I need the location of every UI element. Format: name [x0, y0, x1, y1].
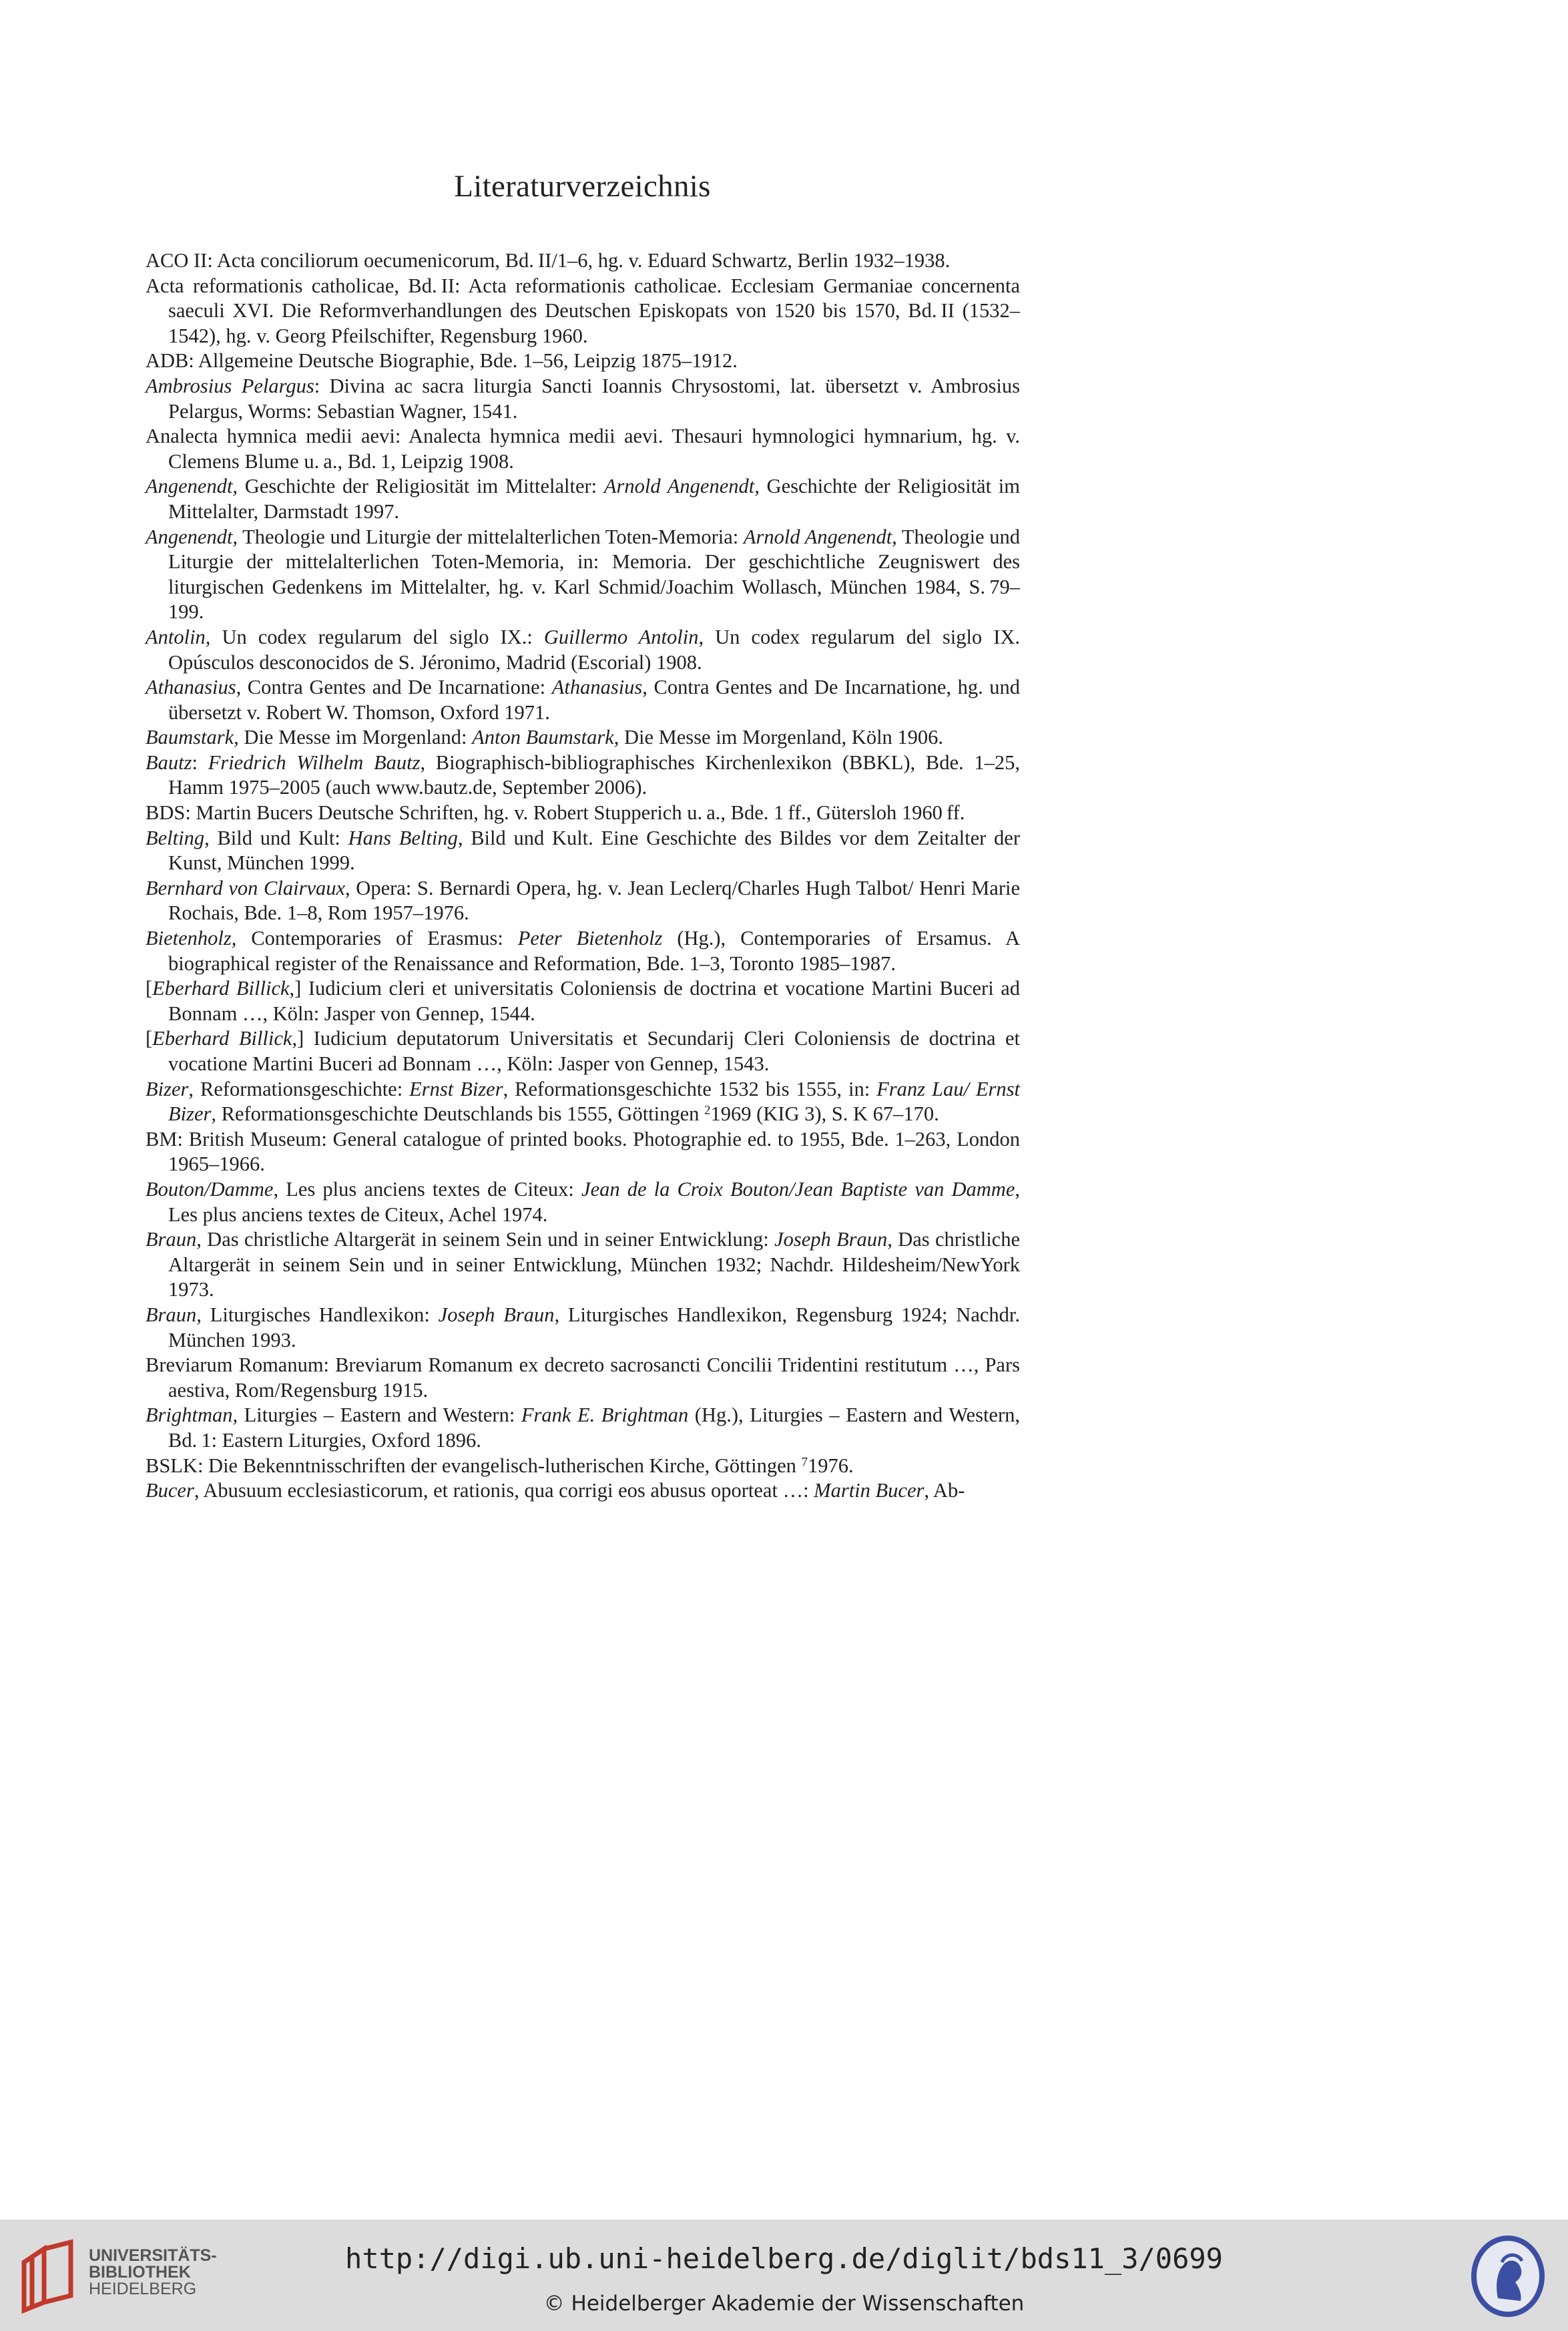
entry-italic-text: Peter Bietenholz [517, 927, 663, 950]
entry-text: Contra Gentes and De Incarnatione: [241, 676, 552, 699]
entry-text: BSLK: Die Bekenntnisschriften der evangelisch-lutherischen Kirche, Göttingen [146, 1454, 802, 1477]
entry-text: : [192, 751, 208, 774]
entry-text: , Abusuum ecclesiasticorum, et rationis, qua corrigi eos abusus oporteat …: [194, 1479, 814, 1502]
entry-italic-text: Angenendt, [146, 525, 238, 548]
entry-text: , Reformationsgeschichte Deutschlands bis 1555, Göttingen [211, 1102, 705, 1126]
bibliography-entry [146, 1353, 1020, 1403]
entry-text: Theologie und Liturgie der mittelalterlichen Toten-Memoria: [238, 525, 744, 548]
entry-text: , Biographisch-bibliographisches Kirchenlexikon (BBKL), Bde. 1–25, Hamm 1975–2005 (auch www.bautz.de, September 2006). [168, 751, 1020, 799]
academy-seal-icon [1469, 2233, 1547, 2320]
bibliography-entry [146, 976, 1020, 1026]
bibliography-entry [146, 374, 1020, 424]
entry-italic-text: Arnold Angenendt, [603, 475, 760, 498]
bibliography-entry [146, 274, 1020, 349]
entry-text: Liturgies – Eastern and Western: [238, 1404, 521, 1427]
bibliography-entry [146, 1127, 1020, 1177]
entry-text: ACO II: Acta conciliorum oecumenicorum, Bd. II/1–6, hg. v. Eduard Schwartz, Berlin 1932–1938. [146, 249, 951, 272]
entry-text: Das christliche Altargerät in seinem Sein und in seiner Entwicklung, München 1932; Nachdr. Hildesheim/NewYork 1973. [168, 1228, 1020, 1301]
entry-text: Un codex regularum del siglo IX.: [210, 625, 544, 648]
bibliography-entry [146, 1454, 1020, 1479]
entry-text: ,] Iudicium deputatorum Universitatis et Secundarij Cleri Coloniensis de doctrina et vocatione Martini Buceri ad Bonnam …, Köln: Jasper von Gennep, 1543. [168, 1027, 1020, 1075]
edition-superscript: 2 [704, 1103, 711, 1118]
bibliography-entry [146, 349, 1020, 374]
entry-italic-text: Friedrich Wilhelm Bautz [208, 751, 421, 774]
entry-italic-text: Martin Bucer [814, 1479, 925, 1502]
entry-italic-text: Eberhard Billick [152, 977, 290, 1000]
bibliography-entry [146, 1177, 1020, 1227]
entry-italic-text: Bouton/Damme [146, 1177, 274, 1201]
bibliography-entry [146, 1227, 1020, 1303]
bibliography-entry [146, 1478, 1020, 1504]
bibliography-entry [146, 474, 1020, 524]
entry-text: , Les plus anciens textes de Citeux: [273, 1177, 582, 1201]
entry-italic-text: Athanasius, [146, 676, 242, 699]
entry-text: Die Messe im Morgenland: [238, 726, 473, 749]
entry-italic-text: Joseph Braun, [438, 1303, 560, 1326]
bibliography-entry [146, 1026, 1020, 1076]
entry-text: , Die Messe im Morgenland, Köln 1906. [613, 726, 944, 749]
bibliography-entry [146, 424, 1020, 474]
entry-italic-text: Braun, [146, 1228, 202, 1251]
bibliography-entry [146, 625, 1020, 675]
entry-italic-text: Arnold Angenendt, [743, 525, 897, 548]
entry-italic-text: Hans Belting [348, 826, 458, 849]
entry-italic-text: Bucer [146, 1479, 194, 1502]
entry-italic-text: Joseph Braun, [774, 1228, 892, 1251]
entry-italic-text: Brightman, [146, 1404, 238, 1427]
entry-text: , Opera: S. Bernardi Opera, hg. v. Jean Leclerq/Charles Hugh Talbot/ Henri Marie Rochais, Bde. 1–8, Rom 1957–1976. [168, 876, 1020, 925]
entry-text: , Ab- [924, 1479, 965, 1502]
page-title: Literaturverzeichnis [454, 169, 711, 204]
entry-italic-text: Ernst Bizer [409, 1077, 503, 1100]
entry-text: : Divina ac sacra liturgia Sancti Ioannis Chrysostomi, lat. übersetzt v. Ambrosius Pelargus, Worms: Sebastian Wagner, 1541. [168, 374, 1020, 423]
logo-line-3: HEIDELBERG [89, 2280, 197, 2298]
entry-italic-text: Anton Baumstark [472, 726, 614, 749]
entry-text: , Reformationsgeschichte 1532 bis 1555, in: [503, 1077, 877, 1100]
bibliography-entry [146, 675, 1020, 725]
entry-text: Breviarum Romanum: Breviarum Romanum ex decreto sacrosancti Concilii Tridentini restitutum …, Pars aestiva, Rom/Regensburg 1915. [146, 1353, 1020, 1402]
entry-italic-text: Bizer [146, 1077, 189, 1100]
bibliography-entry [146, 801, 1020, 826]
entry-text: , Un codex regularum del siglo IX. Opúsculos desconocidos de S. Jéronimo, Madrid (Escorial) 1908. [168, 625, 1021, 674]
logo-line-2: BIBLIOTHEK [89, 2263, 191, 2282]
entry-text: (Hg.), Liturgies – Eastern and Western, Bd. 1: Eastern Liturgies, Oxford 1896. [168, 1404, 1020, 1452]
entry-italic-text: Bietenholz, [146, 927, 237, 950]
entry-text: , Bild und Kult: [204, 826, 348, 849]
bibliography-entry [146, 248, 1020, 274]
entry-italic-text: Braun, [146, 1303, 202, 1326]
bibliography-entry [146, 876, 1020, 926]
entry-italic-text: Athanasius [551, 676, 643, 699]
entry-italic-text: Guillermo Antolin [543, 625, 699, 648]
entry-text: Geschichte der Religiosität im Mittelalter, Darmstadt 1997. [168, 475, 1020, 523]
entry-italic-text: Antolin, [146, 625, 211, 648]
entry-text: [ [146, 1027, 153, 1050]
entry-text: Contemporaries of Erasmus: [236, 927, 518, 950]
entry-text: Liturgisches Handlexikon, Regensburg 1924; Nachdr. München 1993. [168, 1303, 1020, 1351]
entry-text: Das christliche Altargerät in seinem Sein und in seiner Entwicklung: [201, 1228, 775, 1251]
bibliography-entry [146, 1077, 1020, 1127]
bibliography-list [146, 248, 1020, 1504]
bibliography-entry [146, 751, 1020, 801]
bibliography-entry [146, 725, 1020, 751]
entry-text: 1969 (KIG 3), S. K 67–170. [710, 1102, 939, 1126]
logo-line-1: UNIVERSITÄTS- [89, 2246, 217, 2265]
entry-italic-text: Bautz [146, 751, 192, 774]
bibliography-entry [146, 1303, 1020, 1353]
entry-text: [ [146, 977, 153, 1000]
entry-text: Liturgisches Handlexikon: [201, 1303, 439, 1326]
entry-italic-text: Eberhard Billick [152, 1027, 292, 1050]
bibliography-entry [146, 1403, 1020, 1453]
entry-text: , Bild und Kult. Eine Geschichte des Bildes vor dem Zeitalter der Kunst, München 1999. [168, 826, 1020, 875]
bibliography-entry [146, 826, 1020, 876]
bibliography-entry [146, 926, 1020, 976]
entry-text: Geschichte der Religiosität im Mittelalter: [238, 475, 604, 498]
entry-italic-text: Belting [146, 826, 205, 849]
entry-italic-text: Frank E. Brightman [521, 1404, 689, 1427]
entry-italic-text: Ambrosius Pelargus [146, 374, 314, 397]
entry-text: BM: British Museum: General catalogue of printed books. Photographie ed. to 1955, Bde. 1–263, London 1965–1966. [146, 1127, 1020, 1176]
entry-text: Acta reformationis catholicae, Bd. II: Acta reformationis catholicae. Ecclesiam Germaniae concernenta saeculi XVI. Die Reformverhandlungen des Deutschen Episkopats von 1520 bis 1570, Bd. II (1532–1542), hg. v. Georg Pfeilschifter, Regensburg 1960. [146, 274, 1020, 347]
entry-text: ,] Iudicium cleri et universitatis Coloniensis de doctrina et vocatione Martini Buceri ad Bonnam …, Köln: Jasper von Gennep, 1544. [168, 977, 1020, 1025]
bibliography-entry [146, 525, 1020, 625]
footer-bar [0, 2219, 1568, 2331]
entry-text: (Hg.), Contemporaries of Ersamus. A biographical register of the Renaissance and Reformation, Bde. 1–3, Toronto 1985–1987. [168, 927, 1020, 975]
entry-text: Theologie und Liturgie der mittelalterlichen Toten-Memoria, in: Memoria. Der geschichtliche Zeugniswert des liturgischen Gedenkens im Mittelalter, hg. v. Karl Schmid/Joachim Wollasch, München 1984, S. 79–199. [168, 525, 1020, 624]
edition-superscript: 7 [801, 1455, 808, 1470]
entry-text: , Reformationsgeschichte: [188, 1077, 410, 1100]
permalink-url[interactable]: http://digi.ub.uni-heidelberg.de/diglit/bds11_3/0699 [345, 2242, 1223, 2275]
entry-text: BDS: Martin Bucers Deutsche Schriften, hg. v. Robert Stupperich u. a., Bde. 1 ff., Gütersloh 1960 ff. [146, 801, 965, 825]
copyright-notice: © Heidelberger Akademie der Wissenschaften [543, 2292, 1025, 2316]
entry-text: , Les plus anciens textes de Citeux, Achel 1974. [168, 1177, 1020, 1226]
entry-italic-text: Jean de la Croix Bouton/Jean Baptiste van Damme [581, 1177, 1015, 1201]
entry-text: ADB: Allgemeine Deutsche Biographie, Bde. 1–56, Leipzig 1875–1912. [146, 349, 738, 373]
entry-italic-text: Angenendt, [146, 475, 238, 498]
entry-text: , Contra Gentes and De Incarnatione, hg. und übersetzt v. Robert W. Thomson, Oxford 1971. [168, 676, 1021, 724]
entry-italic-text: Franz Lau/ Ernst Bizer [168, 1077, 1020, 1126]
entry-italic-text: Baumstark, [146, 726, 239, 749]
entry-italic-text: Bernhard von Clairvaux [146, 876, 346, 899]
entry-text: 1976. [807, 1454, 854, 1477]
entry-text: Analecta hymnica medii aevi: Analecta hymnica medii aevi. Thesauri hymnologici hymnarium, hg. v. Clemens Blume u. a., Bd. 1, Leipzig 1908. [146, 425, 1020, 473]
